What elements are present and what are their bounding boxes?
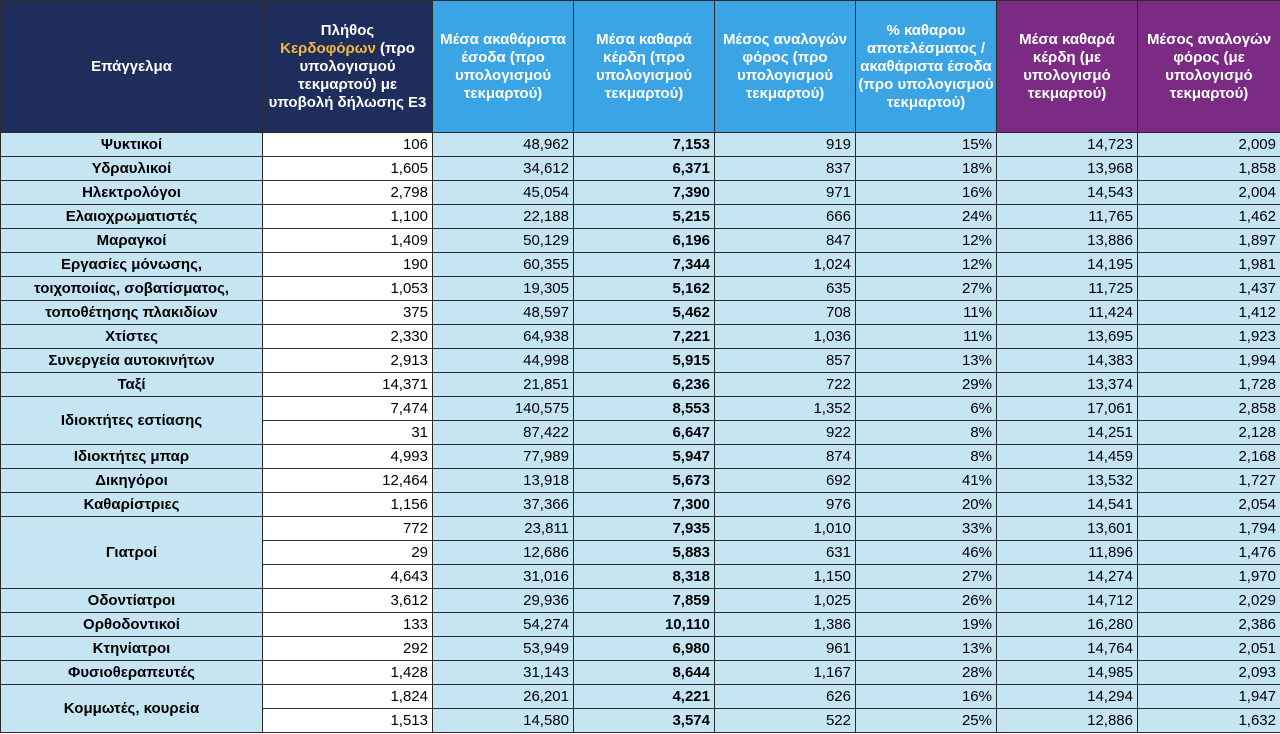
cell-pct: 24%: [856, 205, 997, 229]
header-occupation: Επάγγελμα: [1, 1, 263, 133]
cell-count: 190: [263, 253, 433, 277]
header-count-pre: Πλήθος: [320, 21, 375, 39]
cell-count: 2,330: [263, 325, 433, 349]
cell-net-after: 11,424: [997, 301, 1138, 325]
cell-pct: 8%: [856, 421, 997, 445]
cell-net: 4,221: [574, 685, 715, 709]
cell-net-after: 14,543: [997, 181, 1138, 205]
header-gross: Μέσα ακαθάριστα έσοδα (προ υπολογισμού τεκμαρτού): [433, 1, 574, 133]
cell-count: 772: [263, 517, 433, 541]
cell-tax-after: 2,858: [1138, 397, 1280, 421]
table-row: [1, 373, 1280, 397]
cell-pct: 27%: [856, 565, 997, 589]
cell-tax: 874: [715, 445, 856, 469]
cell-count: 4,643: [263, 565, 433, 589]
occupation-cell: Ορθοδοντικοί: [1, 613, 263, 637]
cell-gross: 12,686: [433, 541, 574, 565]
cell-tax: 692: [715, 469, 856, 493]
cell-gross: 48,962: [433, 133, 574, 157]
cell-net-after: 11,896: [997, 541, 1138, 565]
header-tax-after: Μέσος αναλογών φόρος (με υπολογισμό τεκμαρτού): [1138, 1, 1280, 133]
cell-tax: 708: [715, 301, 856, 325]
cell-net: 7,859: [574, 589, 715, 613]
cell-net: 5,162: [574, 277, 715, 301]
cell-tax-after: 1,923: [1138, 325, 1280, 349]
occupation-cell: Γιατροί: [1, 517, 263, 589]
cell-net: 6,980: [574, 637, 715, 661]
cell-count: 133: [263, 613, 433, 637]
cell-gross: 64,938: [433, 325, 574, 349]
occupation-cell: Χτίστες: [1, 325, 263, 349]
cell-net: 6,647: [574, 421, 715, 445]
table-body: [1, 133, 1280, 733]
cell-count: 1,428: [263, 661, 433, 685]
cell-net-after: 14,274: [997, 565, 1138, 589]
cell-tax-after: 2,128: [1138, 421, 1280, 445]
cell-tax: 971: [715, 181, 856, 205]
cell-gross: 23,811: [433, 517, 574, 541]
cell-net-after: 12,886: [997, 709, 1138, 733]
cell-count: 1,409: [263, 229, 433, 253]
cell-tax: 837: [715, 157, 856, 181]
header-net-after: Μέσα καθαρά κέρδη (με υπολογισμό τεκμαρτού): [997, 1, 1138, 133]
cell-net-after: 13,601: [997, 517, 1138, 541]
table-row: [1, 445, 1280, 469]
occupation-cell: Ελαιοχρωματιστές: [1, 205, 263, 229]
cell-count: 31: [263, 421, 433, 445]
cell-count: 106: [263, 133, 433, 157]
cell-net-after: 11,725: [997, 277, 1138, 301]
cell-tax-after: 1,994: [1138, 349, 1280, 373]
cell-pct: 16%: [856, 181, 997, 205]
cell-tax: 1,352: [715, 397, 856, 421]
cell-net: 7,935: [574, 517, 715, 541]
cell-gross: 60,355: [433, 253, 574, 277]
table-row: [1, 517, 1280, 541]
cell-pct: 13%: [856, 349, 997, 373]
cell-tax: 919: [715, 133, 856, 157]
cell-tax: 1,025: [715, 589, 856, 613]
cell-gross: 44,998: [433, 349, 574, 373]
cell-tax-after: 1,858: [1138, 157, 1280, 181]
cell-tax: 857: [715, 349, 856, 373]
table-row: [1, 253, 1280, 277]
cell-net-after: 16,280: [997, 613, 1138, 637]
header-count-highlight: Κερδοφόρων: [280, 39, 376, 57]
cell-net-after: 14,251: [997, 421, 1138, 445]
occupation-cell: Ταξί: [1, 373, 263, 397]
cell-net: 7,153: [574, 133, 715, 157]
table-row: [1, 301, 1280, 325]
table-row: [1, 685, 1280, 709]
cell-tax: 631: [715, 541, 856, 565]
cell-pct: 11%: [856, 325, 997, 349]
cell-pct: 41%: [856, 469, 997, 493]
cell-net-after: 14,764: [997, 637, 1138, 661]
cell-count: 1,156: [263, 493, 433, 517]
table-row: [1, 661, 1280, 685]
cell-count: 14,371: [263, 373, 433, 397]
cell-net: 5,883: [574, 541, 715, 565]
cell-gross: 31,143: [433, 661, 574, 685]
cell-net-after: 14,712: [997, 589, 1138, 613]
cell-net: 6,196: [574, 229, 715, 253]
occupation-cell: Οδοντίατροι: [1, 589, 263, 613]
cell-count: 292: [263, 637, 433, 661]
occupation-cell: Ιδιοκτήτες εστίασης: [1, 397, 263, 445]
cell-tax: 1,024: [715, 253, 856, 277]
cell-gross: 87,422: [433, 421, 574, 445]
table-row: [1, 349, 1280, 373]
cell-pct: 27%: [856, 277, 997, 301]
cell-tax: 626: [715, 685, 856, 709]
cell-net-after: 13,886: [997, 229, 1138, 253]
cell-gross: 54,274: [433, 613, 574, 637]
cell-pct: 33%: [856, 517, 997, 541]
table-row: [1, 589, 1280, 613]
occupation-cell: Ηλεκτρολόγοι: [1, 181, 263, 205]
header-pct: % καθαρου αποτελέσματος / ακαθάριστα έσοδα (προ υπολογισμού τεκμαρτού): [856, 1, 997, 133]
cell-gross: 34,612: [433, 157, 574, 181]
cell-tax-after: 2,054: [1138, 493, 1280, 517]
cell-tax-after: 1,727: [1138, 469, 1280, 493]
cell-tax: 976: [715, 493, 856, 517]
occupation-cell: Κτηνίατροι: [1, 637, 263, 661]
cell-net: 8,318: [574, 565, 715, 589]
table-row: [1, 157, 1280, 181]
cell-count: 7,474: [263, 397, 433, 421]
cell-net: 5,462: [574, 301, 715, 325]
cell-gross: 53,949: [433, 637, 574, 661]
cell-pct: 8%: [856, 445, 997, 469]
cell-pct: 18%: [856, 157, 997, 181]
cell-pct: 26%: [856, 589, 997, 613]
cell-tax: 1,386: [715, 613, 856, 637]
cell-pct: 13%: [856, 637, 997, 661]
occupation-cell: Εργασίες μόνωσης,: [1, 253, 263, 277]
cell-tax-after: 1,794: [1138, 517, 1280, 541]
cell-gross: 22,188: [433, 205, 574, 229]
cell-net: 10,110: [574, 613, 715, 637]
header-net: Μέσα καθαρά κέρδη (προ υπολογισμού τεκμαρτού): [574, 1, 715, 133]
cell-count: 1,053: [263, 277, 433, 301]
cell-count: 4,993: [263, 445, 433, 469]
cell-tax-after: 2,093: [1138, 661, 1280, 685]
cell-net: 7,390: [574, 181, 715, 205]
cell-tax: 922: [715, 421, 856, 445]
cell-net-after: 14,294: [997, 685, 1138, 709]
cell-gross: 21,851: [433, 373, 574, 397]
cell-tax: 666: [715, 205, 856, 229]
cell-net: 8,553: [574, 397, 715, 421]
cell-count: 1,100: [263, 205, 433, 229]
cell-tax-after: 2,051: [1138, 637, 1280, 661]
cell-gross: 13,918: [433, 469, 574, 493]
cell-tax-after: 1,632: [1138, 709, 1280, 733]
occupation-cell: Κομμωτές, κουρεία: [1, 685, 263, 733]
cell-count: 3,612: [263, 589, 433, 613]
cell-net: 7,221: [574, 325, 715, 349]
table-row: [1, 613, 1280, 637]
occupation-cell: Μαραγκοί: [1, 229, 263, 253]
cell-tax-after: 1,476: [1138, 541, 1280, 565]
occupation-cell: Ψυκτικοί: [1, 133, 263, 157]
header-tax: Μέσος αναλογών φόρος (προ υπολογισμού τεκμαρτού): [715, 1, 856, 133]
cell-count: 29: [263, 541, 433, 565]
cell-net-after: 14,195: [997, 253, 1138, 277]
occupation-cell: τοποθέτησης πλακιδίων: [1, 301, 263, 325]
occupation-cell: Υδραυλικοί: [1, 157, 263, 181]
cell-net: 6,236: [574, 373, 715, 397]
cell-tax: 1,010: [715, 517, 856, 541]
cell-tax-after: 1,981: [1138, 253, 1280, 277]
cell-pct: 16%: [856, 685, 997, 709]
cell-net: 7,300: [574, 493, 715, 517]
cell-net-after: 14,459: [997, 445, 1138, 469]
occupation-cell: Συνεργεία αυτοκινήτων: [1, 349, 263, 373]
cell-pct: 46%: [856, 541, 997, 565]
occupation-cell: τοιχοποιίας, σοβατίσματος,: [1, 277, 263, 301]
cell-net-after: 13,374: [997, 373, 1138, 397]
cell-net: 8,644: [574, 661, 715, 685]
cell-gross: 45,054: [433, 181, 574, 205]
cell-gross: 37,366: [433, 493, 574, 517]
cell-net: 5,673: [574, 469, 715, 493]
cell-tax: 847: [715, 229, 856, 253]
cell-pct: 20%: [856, 493, 997, 517]
cell-net: 7,344: [574, 253, 715, 277]
header-count: [263, 1, 433, 133]
cell-pct: 28%: [856, 661, 997, 685]
cell-tax-after: 2,009: [1138, 133, 1280, 157]
cell-net-after: 14,985: [997, 661, 1138, 685]
cell-pct: 11%: [856, 301, 997, 325]
cell-pct: 25%: [856, 709, 997, 733]
table-row: [1, 493, 1280, 517]
cell-net: 3,574: [574, 709, 715, 733]
cell-net: 5,947: [574, 445, 715, 469]
cell-tax: 961: [715, 637, 856, 661]
cell-net-after: 13,695: [997, 325, 1138, 349]
table-row: [1, 133, 1280, 157]
cell-count: 1,605: [263, 157, 433, 181]
cell-tax-after: 2,004: [1138, 181, 1280, 205]
cell-count: 12,464: [263, 469, 433, 493]
cell-tax-after: 2,168: [1138, 445, 1280, 469]
cell-gross: 50,129: [433, 229, 574, 253]
cell-tax: 1,150: [715, 565, 856, 589]
cell-tax-after: 1,437: [1138, 277, 1280, 301]
cell-gross: 77,989: [433, 445, 574, 469]
cell-pct: 15%: [856, 133, 997, 157]
cell-tax: 1,167: [715, 661, 856, 685]
cell-tax-after: 1,947: [1138, 685, 1280, 709]
cell-tax-after: 1,897: [1138, 229, 1280, 253]
cell-net-after: 13,968: [997, 157, 1138, 181]
cell-count: 2,798: [263, 181, 433, 205]
cell-pct: 12%: [856, 229, 997, 253]
occupation-cell: Δικηγόροι: [1, 469, 263, 493]
cell-net-after: 14,723: [997, 133, 1138, 157]
cell-tax: 1,036: [715, 325, 856, 349]
cell-gross: 140,575: [433, 397, 574, 421]
table-row: [1, 205, 1280, 229]
cell-tax: 522: [715, 709, 856, 733]
cell-pct: 19%: [856, 613, 997, 637]
cell-net-after: 11,765: [997, 205, 1138, 229]
cell-tax-after: 1,412: [1138, 301, 1280, 325]
table-row: [1, 637, 1280, 661]
cell-pct: 6%: [856, 397, 997, 421]
header-count-post: (προ υπολογισμού τεκμαρτού) με υποβολή δήλωσης Ε3: [268, 39, 427, 111]
cell-gross: 19,305: [433, 277, 574, 301]
occupation-cell: Καθαρίστριες: [1, 493, 263, 517]
cell-count: 1,513: [263, 709, 433, 733]
cell-gross: 29,936: [433, 589, 574, 613]
table-row: [1, 277, 1280, 301]
cell-net-after: 14,383: [997, 349, 1138, 373]
cell-net-after: 17,061: [997, 397, 1138, 421]
cell-count: 2,913: [263, 349, 433, 373]
cell-tax: 635: [715, 277, 856, 301]
cell-tax-after: 2,386: [1138, 613, 1280, 637]
cell-count: 1,824: [263, 685, 433, 709]
cell-gross: 48,597: [433, 301, 574, 325]
table-row: [1, 325, 1280, 349]
cell-tax-after: 1,462: [1138, 205, 1280, 229]
cell-tax-after: 2,029: [1138, 589, 1280, 613]
cell-gross: 31,016: [433, 565, 574, 589]
cell-net: 5,915: [574, 349, 715, 373]
table-row: [1, 229, 1280, 253]
cell-gross: 14,580: [433, 709, 574, 733]
table-row: [1, 181, 1280, 205]
table-row: [1, 469, 1280, 493]
header-row: [1, 1, 1280, 133]
cell-pct: 29%: [856, 373, 997, 397]
occupation-cell: Φυσιοθεραπευτές: [1, 661, 263, 685]
cell-tax-after: 1,970: [1138, 565, 1280, 589]
cell-tax-after: 1,728: [1138, 373, 1280, 397]
cell-pct: 12%: [856, 253, 997, 277]
cell-net-after: 14,541: [997, 493, 1138, 517]
table-row: [1, 397, 1280, 421]
cell-gross: 26,201: [433, 685, 574, 709]
cell-count: 375: [263, 301, 433, 325]
cell-net: 5,215: [574, 205, 715, 229]
cell-net: 6,371: [574, 157, 715, 181]
occupation-cell: Ιδιοκτήτες μπαρ: [1, 445, 263, 469]
cell-net-after: 13,532: [997, 469, 1138, 493]
cell-tax: 722: [715, 373, 856, 397]
